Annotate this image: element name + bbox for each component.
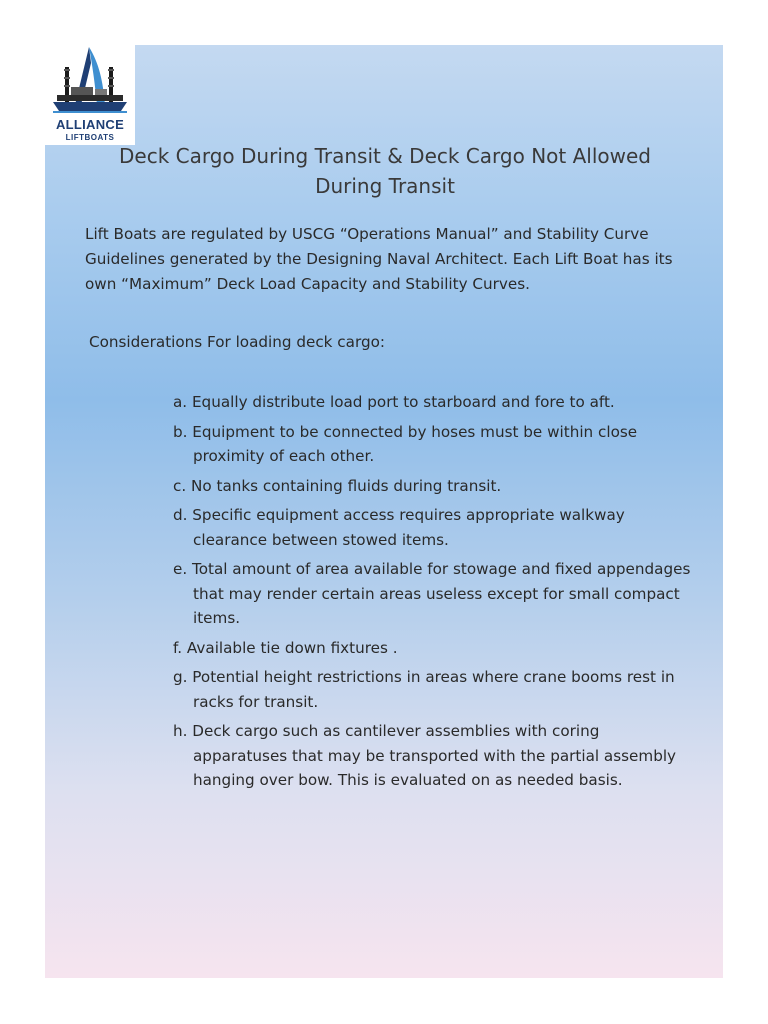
logo-name-text: ALLIANCE (55, 117, 125, 132)
list-item: h. Deck cargo such as cantilever assemblies with coring apparatuses that may be transported with the partial assembly hanging over bow. This is evaluated on as needed basis. (173, 722, 677, 789)
list-item: f. Available tie down fixtures . (173, 638, 398, 657)
company-logo (45, 45, 135, 145)
slide (45, 45, 723, 978)
intro-paragraph: Lift Boats are regulated by USCG “Operations Manual” and Stability Curve Guidelines generated by the Designing Naval Architect. Each Lift Boat has its own “Maximum” Deck Load Capacity and Stability Curves. (85, 225, 673, 293)
considerations-heading: Considerations For loading deck cargo: (89, 333, 385, 351)
list-item: g. Potential height restrictions in areas where crane booms rest in racks for transit. (173, 668, 675, 711)
slide-title: Deck Cargo During Transit & Deck Cargo Not Allowed During Transit (119, 144, 651, 198)
liftboat-logo-icon (45, 45, 135, 119)
considerations-list (173, 390, 693, 798)
list-item: d. Specific equipment access requires appropriate walkway clearance between stowed items. (173, 506, 625, 549)
list-item: c. No tanks containing fluids during transit. (173, 476, 502, 495)
logo-subtitle-text: LIFTBOATS (65, 133, 115, 142)
list-item: e. Total amount of area available for stowage and fixed appendages that may render certain areas useless except for small compact items. (173, 560, 691, 627)
list-item: a. Equally distribute load port to starboard and fore to aft. (173, 393, 615, 411)
list-item: b. Equipment to be connected by hoses must be within close proximity of each other. (173, 422, 638, 465)
